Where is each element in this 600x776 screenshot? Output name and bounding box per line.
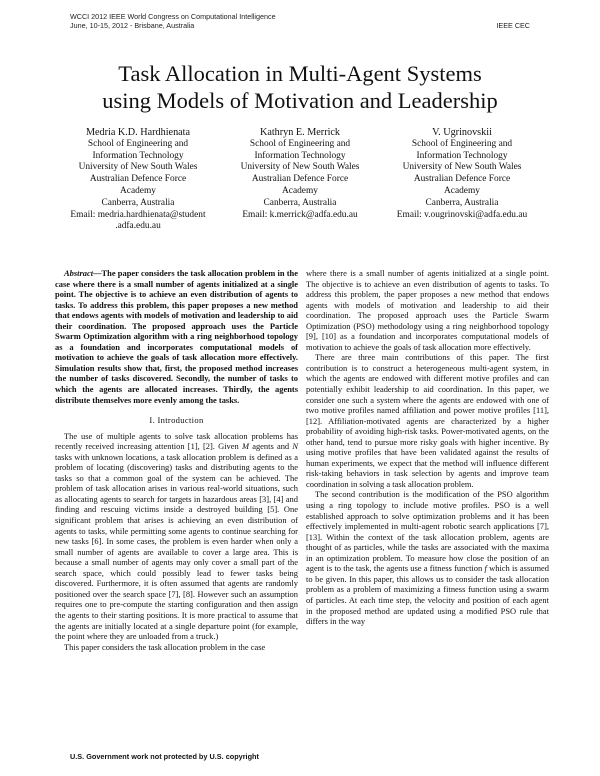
author-affiliation: University of New South Wales xyxy=(402,162,522,173)
author-email: Email: k.merrick@adfa.edu.au xyxy=(242,209,358,220)
author-affiliation: Academy xyxy=(444,185,480,196)
abstract-lead: Abstract xyxy=(64,268,94,278)
intro-paragraph-2-continued: where there is a small number of agents initialized at a single point. The objective is to achieve an even distribution of agents to tasks. To address this problem, the paper proposes a new method that endows agents with models of motivation and leadership to aid their coordination. The proposed approach uses the Particle Swarm Optimization (PSO) methodology using a ring neighborhood topology [9], [10] as a foundation and incorporates computational models of motivation to achieve the goals of task allocation more effectively. xyxy=(306,268,549,352)
author-email: .adfa.edu.au xyxy=(115,221,161,232)
intro-paragraph-4 xyxy=(306,489,549,626)
title-line-2: using Models of Motivation and Leadership xyxy=(102,88,498,113)
author-3 xyxy=(382,127,542,233)
text-run: agents and xyxy=(248,441,293,452)
author-affiliation: Australian Defence Force xyxy=(89,174,187,185)
author-affiliation: School of Engineering and xyxy=(249,138,351,149)
title-line-1: Task Allocation in Multi-Agent Systems xyxy=(118,61,482,86)
math-symbol: N xyxy=(292,441,299,452)
text-run: tasks with unknown locations, a task allocation problem is defined as a problem of locating (discovering) tasks and distributing agents to the tasks so that a common goal of the system can be achieved. The problem of task allocation arises in various real-world situations, such as allocating agents to search for targets in hazardous areas [3], [4] and finding and rescuing victims inside a destroyed building [5]. One significant problem that arises is achieving an even distribution of agents to tasks, while permitting some agents to continue searching for new tasks [6]. In some cases, the problem is even harder when only a small number of agents are available to cover a large area. This is because a small number of agents may only cover a small part of the search space, which could possibly lead to fewer tasks being discovered. Furthermore, it is often assumed that agents are randomly positioned over the search space [7], [8]. However such an assumption requires one to pre-compute the starting configuration and then assign the agents to their starting positions. It is more practical to assume that the agents are initially located at a single departure point (for example, the point where they are unloaded from a truck.) xyxy=(55,451,298,642)
author-affiliation: Information Technology xyxy=(416,150,508,161)
author-name: Kathryn E. Merrick xyxy=(259,127,341,138)
abstract xyxy=(55,268,298,405)
math-symbol: M xyxy=(241,441,249,452)
author-affiliation: Australian Defence Force xyxy=(413,174,511,185)
author-affiliation: School of Engineering and xyxy=(87,138,189,149)
left-column xyxy=(55,268,298,652)
text-run: The second contribution is the modification of the PSO algorithm using a ring topology to include motive profiles. PSO is a well established approach to solve optimization problems and it has been effectively implemented in multi-agent robotic search applications [7], [13]. Within the context of the task allocation problem, agents are thought of as particles, while the tasks are associated with the maxima in an optimization problem. To measure how close the position of an agent is to the task, the agents use a fitness function xyxy=(306,489,549,574)
author-location: Canberra, Australia xyxy=(263,197,337,208)
author-1 xyxy=(58,127,218,233)
author-affiliation: Information Technology xyxy=(92,150,184,161)
author-affiliation: Information Technology xyxy=(254,150,346,161)
author-location: Canberra, Australia xyxy=(425,197,499,208)
conference-date-location: June, 10-15, 2012 - Brisbane, Australia xyxy=(70,21,195,30)
right-column xyxy=(306,268,549,627)
author-affiliation: University of New South Wales xyxy=(78,162,198,173)
page-header xyxy=(70,12,530,30)
text-run: which is assumed to be given. In this paper, this allows us to consider the task allocation problem as a problem of maximizing a fitness function using a swarm of particles. At each time step, the velocity and position of each agent in the proposed method are updated using a modified PSO rule that differs in the way xyxy=(306,563,549,627)
author-email: Email: medria.hardhienata@student xyxy=(70,209,206,220)
math-symbol: f xyxy=(484,563,487,574)
author-affiliation: Academy xyxy=(120,185,156,196)
author-name: V. Ugrinovskii xyxy=(432,127,492,138)
paper-title xyxy=(0,60,600,114)
intro-paragraph-3: There are three main contributions of this paper. The first contribution is to construct a heterogeneous multi-agent system, in which the agents are endowed with different motive profiles and can potentially exhibit leadership to aid coordination. In this paper, we consider one such a system where the agents are endowed with one of two motive profiles named affiliation and power motive profiles [11], [12]. Affiliation-motivated agents are characterized by a higher probability of avoiding high-risk tasks. Power-motivated agents, on the other hand, tend to pursue more risky goals with higher incentive. By using motive profiles that have been validated against the results of human experiments, we expect that the method will influence different risk-taking behaviors in task selection by agents and improve team coordination in solving a task allocation problem. xyxy=(306,352,549,489)
author-affiliation: Australian Defence Force xyxy=(251,174,349,185)
author-name: Medria K.D. Hardhienata xyxy=(85,127,191,138)
author-affiliation: University of New South Wales xyxy=(240,162,360,173)
abstract-text: —The paper considers the task allocation problem in the case where there is a small number of agents initialized at a single point. The objective is to achieve an even distribution of agents to tasks. To address this problem, this paper proposes a new method that endows agents with models of motivation and leadership to aid their coordination. The proposed approach uses the Particle Swarm Optimization algorithm with a ring neighborhood topology as a foundation and incorporates computational models of motivation to achieve the goals of task allocation more effectively. Simulation results show that, first, the proposed method increases the number of tasks discovered. Secondly, the number of tasks to which the agents are allocated increases. Thirdly, the agents distribute themselves more evenly among the tasks. xyxy=(55,268,298,405)
author-email: Email: v.ougrinovski@adfa.edu.au xyxy=(396,209,528,220)
intro-paragraph-2: This paper considers the task allocation problem in the case xyxy=(64,641,266,652)
author-2 xyxy=(220,127,380,233)
author-affiliation: Academy xyxy=(282,185,318,196)
conference-track: IEEE CEC xyxy=(496,21,530,30)
section-heading-introduction: I. Introduction xyxy=(149,415,204,426)
conference-name: WCCI 2012 IEEE World Congress on Computational Intelligence xyxy=(70,12,276,21)
author-affiliation: School of Engineering and xyxy=(411,138,513,149)
text-run: The use of multiple agents to solve task allocation problems has recently received increasing attention [1], [2]. Given xyxy=(55,430,298,452)
intro-paragraph-1 xyxy=(55,431,298,642)
copyright-footer: U.S. Government work not protected by U.S. copyright xyxy=(70,752,259,761)
author-location: Canberra, Australia xyxy=(101,197,175,208)
author-block xyxy=(58,127,542,233)
